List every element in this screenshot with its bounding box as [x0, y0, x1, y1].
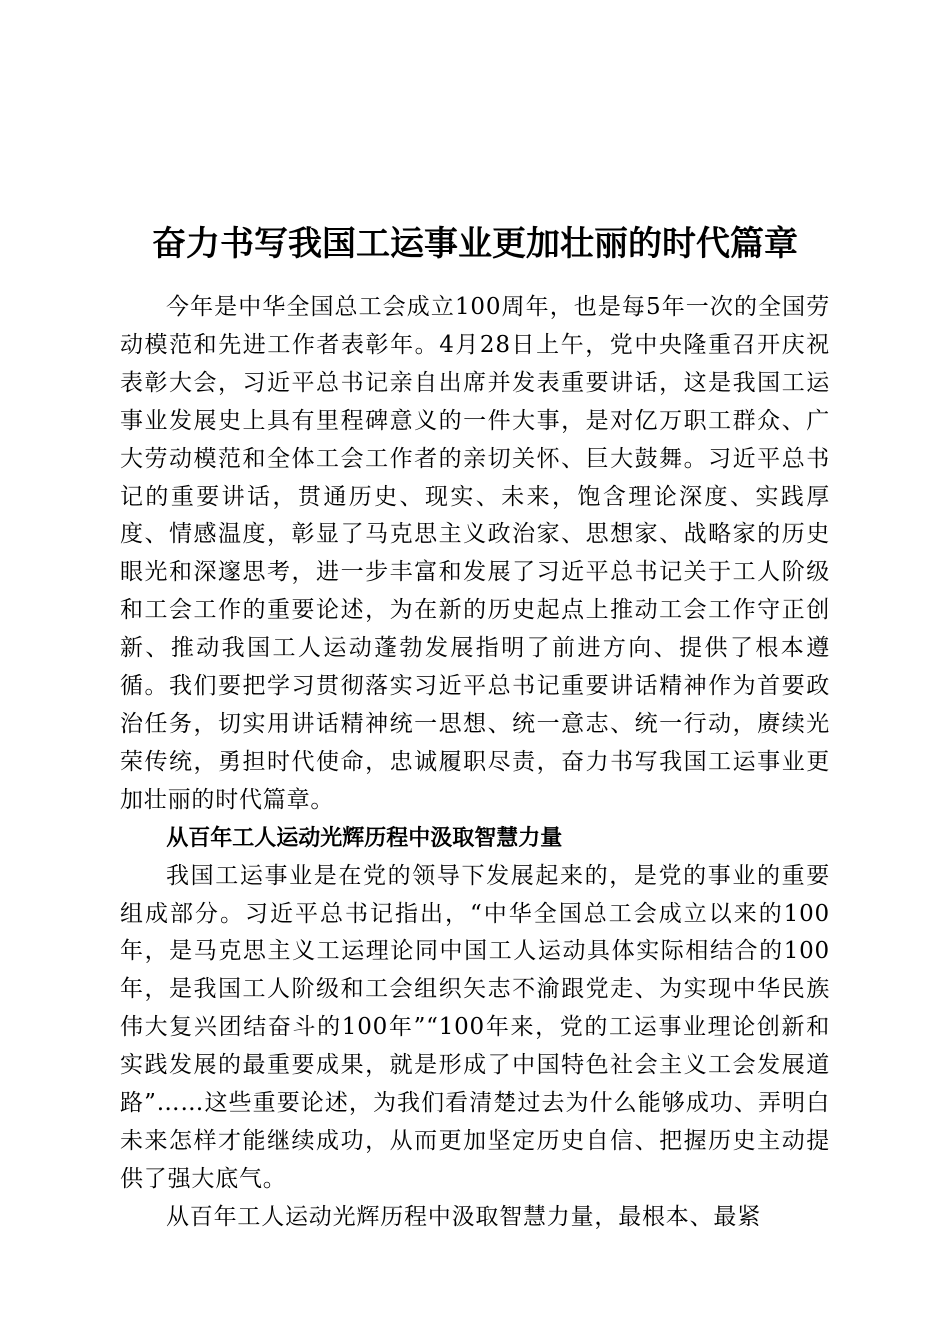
document-title: 奋力书写我国工运事业更加壮丽的时代篇章 — [152, 223, 798, 264]
section-paragraph: 我国工运事业是在党的领导下发展起来的，是党的事业的重要组成部分。习近平总书记指出，“中华全国总工会成立以来的100年，是马克思主义工运理论同中国工人运动具体实际相结合的100年，是我国工人阶级和工会组织矢志不渝跟党走、为实现中华民族伟大复兴团结奋斗的100年”“100年来，党的工运事业理论创新和实践发展的最重要成果，就是形成了中国特色社会主义工会发展道路”……这些重要论述，为我们看清楚过去为什么能够成功、弄明白未来怎样才能继续成功，从而更加坚定历史自信、把握历史主动提供了强大底气。 — [120, 862, 830, 1192]
section-heading: 从百年工人运动光辉历程中汲取智慧力量 — [166, 825, 563, 851]
intro-paragraph: 今年是中华全国总工会成立100周年，也是每5年一次的全国劳动模范和先进工作者表彰年。4月28日上午，党中央隆重召开庆祝表彰大会，习近平总书记亲自出席并发表重要讲话，这是我国工运事业发展史上具有里程碑意义的一件大事，是对亿万职工群众、广大劳动模范和全体工会工作者的亲切关怀、巨大鼓舞。习近平总书记的重要讲话，贯通历史、现实、未来，饱含理论深度、实践厚度、情感温度，彰显了马克思主义政治家、思想家、战略家的历史眼光和深邃思考，进一步丰富和发展了习近平总书记关于工人阶级和工会工作的重要论述，为在新的历史起点上推动工会工作守正创新、推动我国工人运动蓬勃发展指明了前进方向、提供了根本遵循。我们要把学习贯彻落实习近平总书记重要讲话精神作为首要政治任务，切实用讲话精神统一思想、统一意志、统一行动，赓续光荣传统，勇担时代使命，忠诚履职尽责，奋力书写我国工运事业更加壮丽的时代篇章。 — [120, 294, 830, 813]
document-body — [120, 289, 830, 1237]
section-paragraph: 从百年工人运动光辉历程中汲取智慧力量，最根本、最紧 — [166, 1203, 761, 1230]
